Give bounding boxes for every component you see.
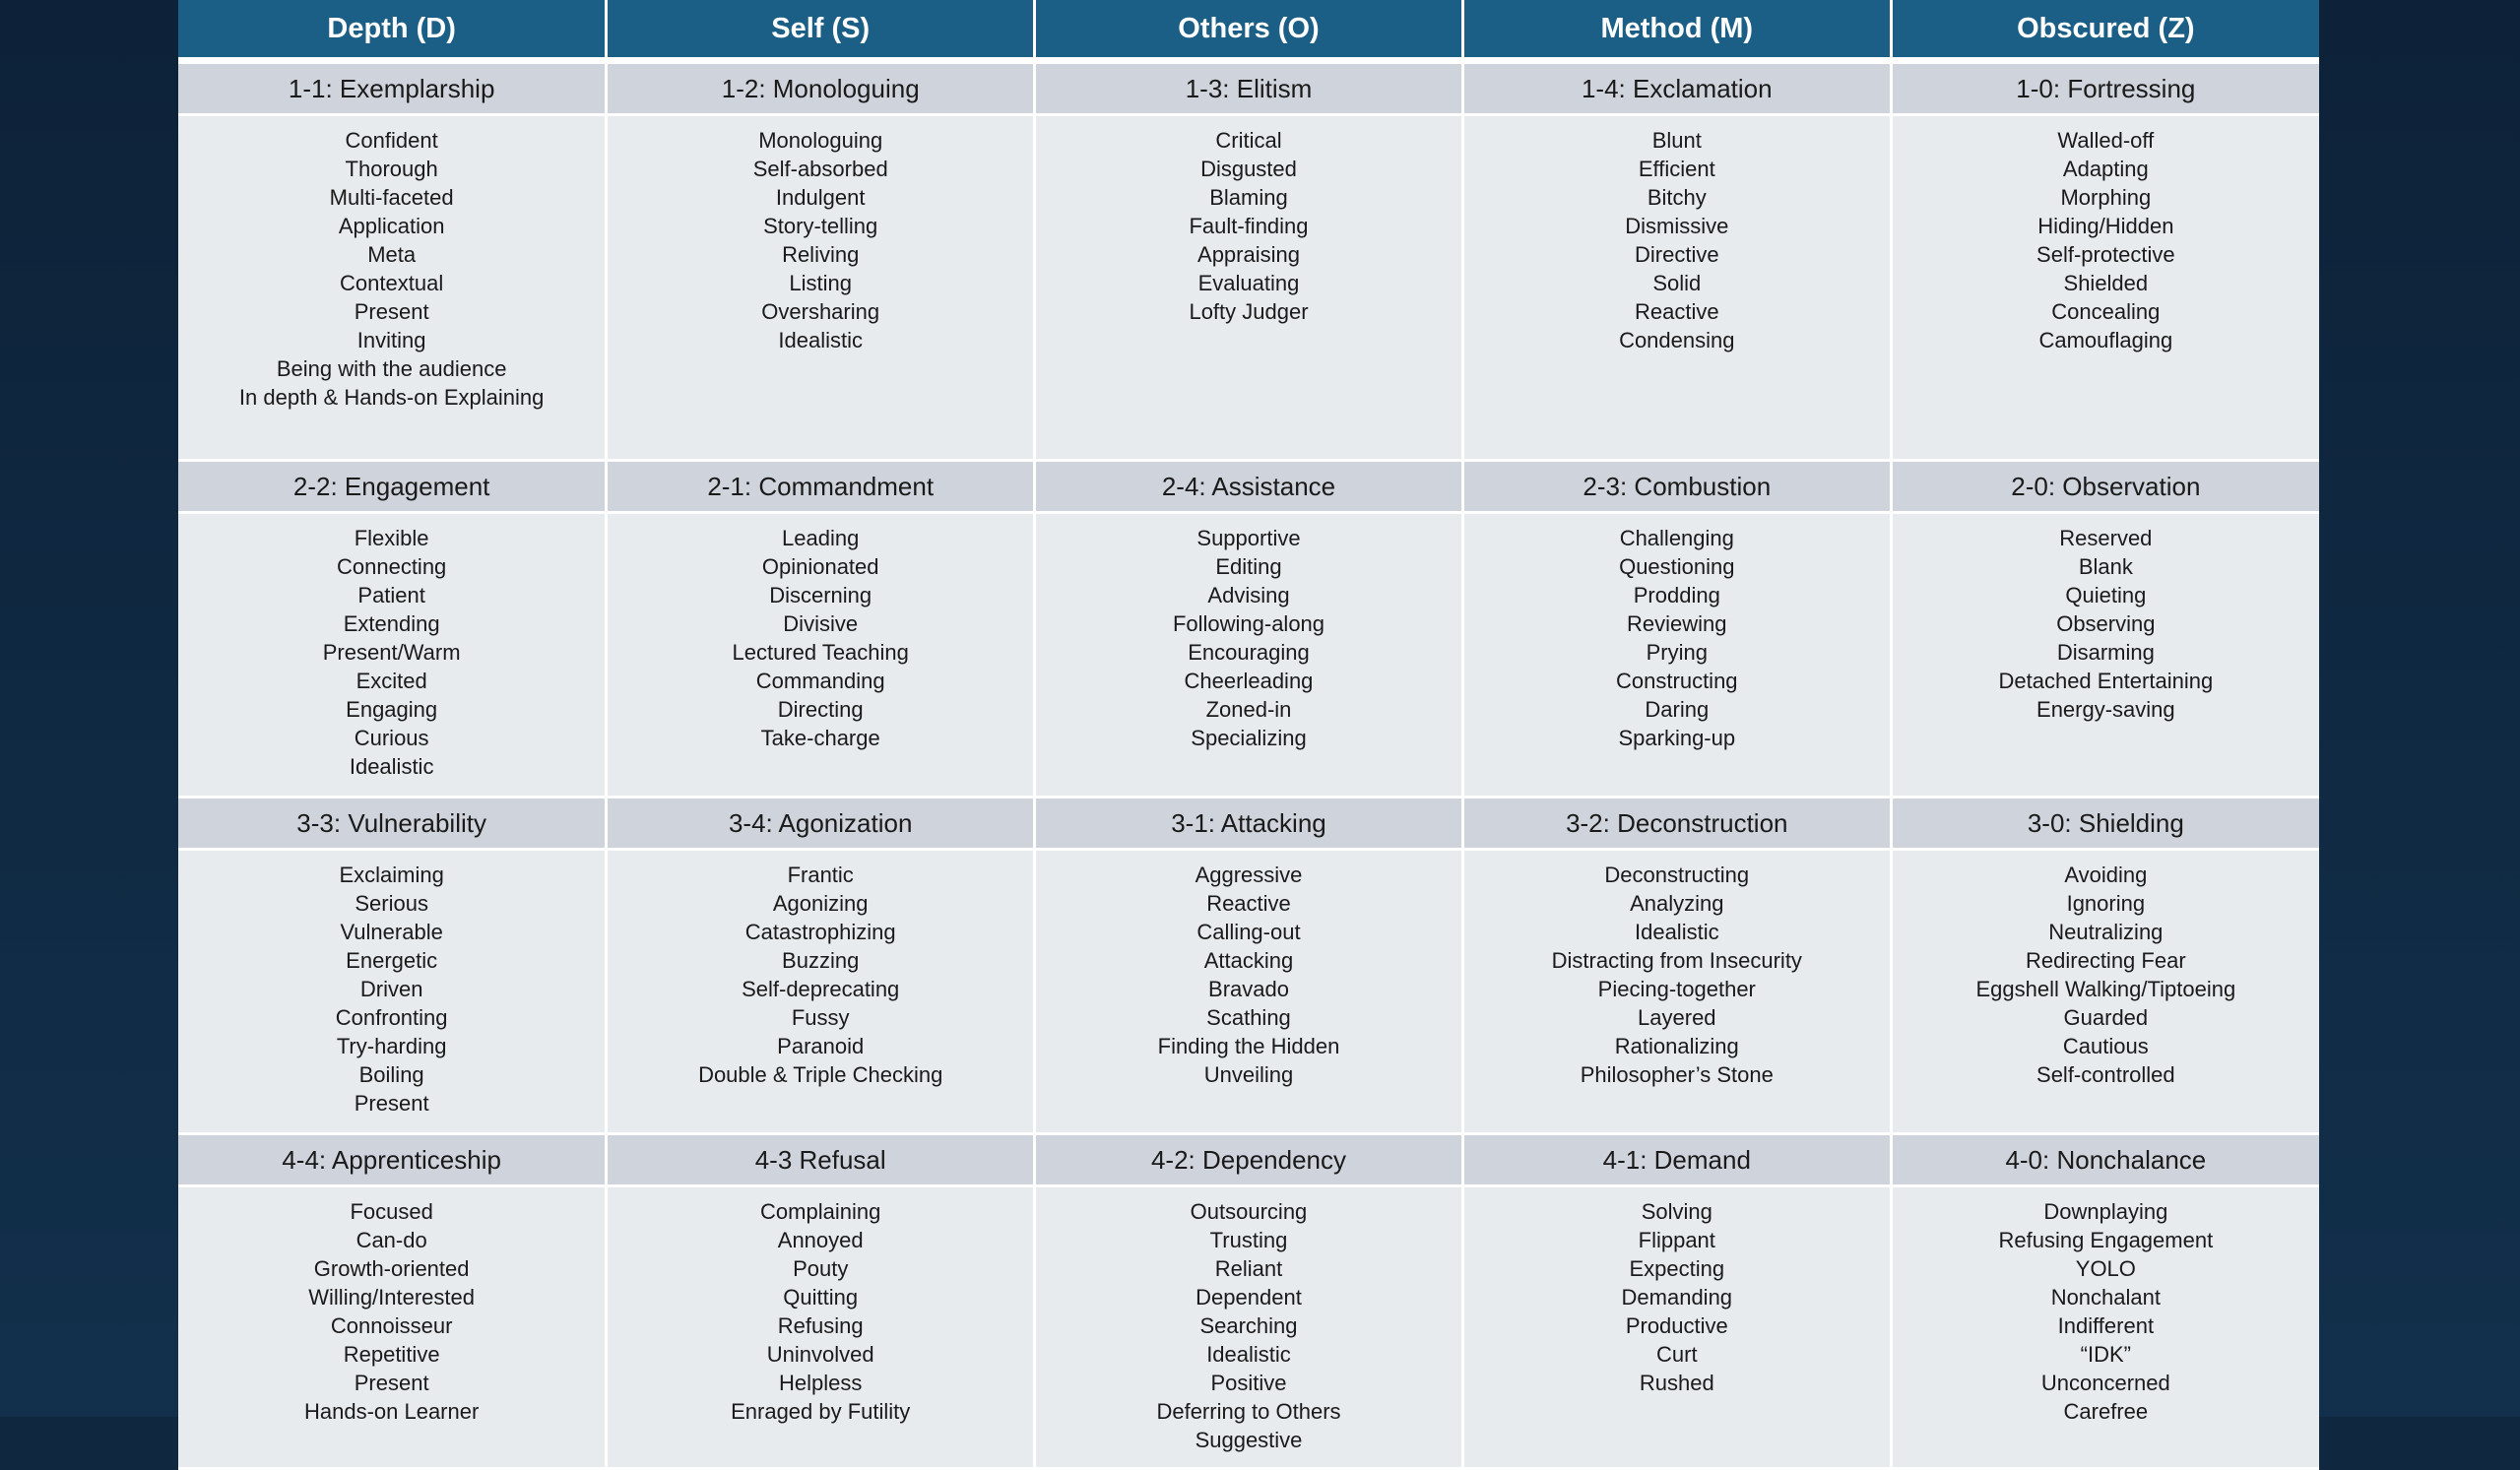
descriptor-item: Efficient: [1638, 157, 1715, 181]
category-title-obscured: 2-0: Observation: [1891, 461, 2319, 513]
descriptor-item: Confident: [345, 128, 438, 153]
descriptor-item: Reserved: [2059, 526, 2153, 550]
descriptor-item: Constructing: [1616, 669, 1738, 693]
descriptor-item: Supportive: [1196, 526, 1301, 550]
descriptor-item: Advising: [1207, 583, 1290, 607]
category-title-obscured: 1-0: Fortressing: [1891, 61, 2319, 115]
descriptor-item: Indulgent: [775, 185, 866, 210]
descriptor-item: Divisive: [783, 611, 859, 636]
descriptor-item: Redirecting Fear: [2026, 948, 2186, 973]
descriptor-item: Carefree: [2063, 1399, 2149, 1424]
category-title-method: 1-4: Exclamation: [1462, 61, 1891, 115]
descriptor-item: Flexible: [354, 526, 429, 550]
descriptor-item: Disarming: [2056, 640, 2155, 665]
matrix-body: [178, 61, 2319, 1469]
descriptor-item: Bravado: [1208, 977, 1289, 1001]
descriptor-item: Uninvolved: [766, 1342, 874, 1367]
descriptor-list-others: [1035, 1186, 1463, 1469]
descriptor-item: Try-harding: [336, 1034, 447, 1058]
descriptor-item: Self-protective: [2036, 242, 2175, 267]
descriptor-item: Driven: [359, 977, 423, 1001]
descriptor-list-method: [1462, 1186, 1891, 1469]
descriptor-item: Reliant: [1214, 1256, 1283, 1281]
descriptor-item: Focused: [350, 1199, 433, 1224]
category-title-self: 2-1: Commandment: [607, 461, 1035, 513]
descriptor-item: Cautious: [2062, 1034, 2149, 1058]
category-title-others: 3-1: Attacking: [1035, 798, 1463, 850]
descriptor-item: Critical: [1215, 128, 1282, 153]
descriptor-item: Exclaiming: [339, 863, 444, 887]
descriptor-item: Refusing: [777, 1313, 864, 1338]
descriptor-item: Inviting: [356, 328, 426, 352]
descriptor-list-depth: [178, 513, 607, 798]
descriptor-item: Unveiling: [1203, 1062, 1294, 1087]
descriptor-item: Pouty: [793, 1256, 849, 1281]
descriptor-item: Calling-out: [1196, 920, 1301, 944]
descriptor-item: Self-absorbed: [752, 157, 888, 181]
descriptor-item: Can-do: [355, 1228, 427, 1252]
descriptor-list-self: [607, 850, 1035, 1134]
descriptor-item: Agonizing: [772, 891, 869, 916]
descriptor-item: Productive: [1625, 1313, 1728, 1338]
descriptor-item: Catastrophizing: [744, 920, 896, 944]
descriptor-item: Downplaying: [2043, 1199, 2168, 1224]
descriptor-item: Boiling: [358, 1062, 424, 1087]
category-title-others: 1-3: Elitism: [1035, 61, 1463, 115]
descriptor-item: Questioning: [1619, 554, 1735, 579]
column-header-depth: Depth (D): [178, 0, 607, 61]
descriptor-item: Rushed: [1639, 1371, 1714, 1395]
category-title-others: 2-4: Assistance: [1035, 461, 1463, 513]
descriptor-list-obscured: [1891, 1186, 2319, 1469]
descriptor-item: Indifferent: [2057, 1313, 2155, 1338]
descriptor-item: Present: [354, 299, 429, 324]
descriptor-item: Avoiding: [2064, 863, 2148, 887]
descriptor-item: Excited: [355, 669, 427, 693]
descriptor-list-obscured: [1891, 115, 2319, 461]
descriptor-item: Paranoid: [777, 1034, 865, 1058]
descriptor-item: Philosopher’s Stone: [1580, 1062, 1774, 1087]
descriptor-item: Self-deprecating: [742, 977, 900, 1001]
descriptor-item: Prying: [1646, 640, 1708, 665]
category-title-others: 4-2: Dependency: [1035, 1134, 1463, 1186]
column-header-method: Method (M): [1462, 0, 1891, 61]
descriptor-item: Rationalizing: [1614, 1034, 1739, 1058]
descriptor-list-self: [607, 1186, 1035, 1469]
descriptor-item: Enraged by Futility: [731, 1399, 911, 1424]
descriptor-item: Blaming: [1209, 185, 1288, 210]
descriptor-item: Curt: [1656, 1342, 1698, 1367]
descriptor-list-depth: [178, 850, 607, 1134]
descriptor-item: Deferring to Others: [1156, 1399, 1341, 1424]
descriptor-item: Expecting: [1629, 1256, 1725, 1281]
descriptor-item: Monologuing: [758, 128, 883, 153]
descriptor-item: Bitchy: [1647, 185, 1707, 210]
descriptor-item: Being with the audience: [276, 356, 507, 381]
descriptor-item: Disgusted: [1200, 157, 1297, 181]
descriptor-item: Connoisseur: [330, 1313, 453, 1338]
descriptor-item: Idealistic: [778, 328, 863, 352]
category-title-self: 4-3 Refusal: [607, 1134, 1035, 1186]
descriptor-item: Detached Entertaining: [1998, 669, 2214, 693]
descriptor-row: [178, 115, 2319, 461]
descriptor-item: Distracting from Insecurity: [1551, 948, 1802, 973]
descriptor-item: Outsourcing: [1190, 1199, 1308, 1224]
descriptor-item: Solid: [1652, 271, 1702, 295]
category-row: [178, 61, 2319, 115]
descriptor-item: Quitting: [783, 1285, 859, 1310]
descriptor-item: Hands-on Learner: [303, 1399, 480, 1424]
descriptor-item: Willing/Interested: [308, 1285, 476, 1310]
descriptor-item: Application: [338, 214, 445, 238]
category-row: [178, 1134, 2319, 1186]
category-title-method: 2-3: Combustion: [1462, 461, 1891, 513]
descriptor-item: Nonchalant: [2050, 1285, 2161, 1310]
descriptor-item: Fussy: [791, 1005, 850, 1030]
descriptor-item: Confronting: [335, 1005, 448, 1030]
descriptor-item: Dependent: [1195, 1285, 1302, 1310]
descriptor-item: Piecing-together: [1597, 977, 1756, 1001]
descriptor-item: Unconcerned: [2040, 1371, 2170, 1395]
descriptor-item: Take-charge: [760, 726, 880, 750]
descriptor-item: Fault-finding: [1189, 214, 1309, 238]
descriptor-item: Energetic: [346, 948, 438, 973]
descriptor-item: Helpless: [779, 1371, 863, 1395]
category-row: [178, 798, 2319, 850]
descriptor-item: Searching: [1199, 1313, 1298, 1338]
category-title-depth: 4-4: Apprenticeship: [178, 1134, 607, 1186]
descriptor-item: Eggshell Walking/Tiptoeing: [1975, 977, 2236, 1001]
category-title-depth: 3-3: Vulnerability: [178, 798, 607, 850]
descriptor-item: Attacking: [1203, 948, 1294, 973]
column-header-others: Others (O): [1035, 0, 1463, 61]
descriptor-item: Following-along: [1172, 611, 1325, 636]
descriptor-row: [178, 1186, 2319, 1469]
descriptor-item: Morphing: [2060, 185, 2152, 210]
descriptor-list-method: [1462, 115, 1891, 461]
descriptor-item: Idealistic: [1634, 920, 1719, 944]
descriptor-list-obscured: [1891, 850, 2319, 1134]
descriptor-item: Guarded: [2063, 1005, 2149, 1030]
descriptor-item: Serious: [355, 891, 428, 916]
descriptor-item: “IDK”: [2080, 1342, 2131, 1367]
descriptor-item: Neutralizing: [2048, 920, 2164, 944]
descriptor-item: Annoyed: [777, 1228, 864, 1252]
descriptor-item: Curious: [354, 726, 429, 750]
descriptor-item: Buzzing: [782, 948, 860, 973]
descriptor-item: Dismissive: [1625, 214, 1729, 238]
descriptor-list-others: [1035, 850, 1463, 1134]
category-title-obscured: 3-0: Shielding: [1891, 798, 2319, 850]
descriptor-item: Concealing: [2051, 299, 2161, 324]
category-title-method: 3-2: Deconstruction: [1462, 798, 1891, 850]
descriptor-item: Energy-saving: [2036, 697, 2175, 722]
descriptor-item: Idealistic: [349, 754, 434, 779]
descriptor-item: Positive: [1210, 1371, 1287, 1395]
category-title-depth: 2-2: Engagement: [178, 461, 607, 513]
descriptor-item: Growth-oriented: [313, 1256, 470, 1281]
descriptor-item: Extending: [343, 611, 440, 636]
descriptor-item: Story-telling: [763, 214, 878, 238]
descriptor-item: Observing: [2056, 611, 2156, 636]
descriptor-item: Layered: [1638, 1005, 1716, 1030]
descriptor-item: Directing: [777, 697, 864, 722]
descriptor-list-self: [607, 115, 1035, 461]
descriptor-item: Condensing: [1619, 328, 1735, 352]
descriptor-item: Double & Triple Checking: [698, 1062, 943, 1087]
descriptor-item: Zoned-in: [1205, 697, 1292, 722]
descriptor-item: Patient: [357, 583, 425, 607]
descriptor-item: Evaluating: [1197, 271, 1300, 295]
column-header-obscured: Obscured (Z): [1891, 0, 2319, 61]
descriptor-item: Reactive: [1206, 891, 1291, 916]
descriptor-item: Frantic: [787, 863, 854, 887]
descriptor-item: Walled-off: [2057, 128, 2155, 153]
descriptor-row: [178, 850, 2319, 1134]
descriptor-item: Vulnerable: [340, 920, 443, 944]
descriptor-item: Engaging: [346, 697, 438, 722]
descriptor-item: Cheerleading: [1184, 669, 1314, 693]
matrix-table: [178, 0, 2319, 1470]
descriptor-item: Demanding: [1621, 1285, 1733, 1310]
descriptor-item: Daring: [1645, 697, 1710, 722]
descriptor-item: Editing: [1215, 554, 1282, 579]
descriptor-item: Multi-faceted: [329, 185, 454, 210]
descriptor-item: Trusting: [1209, 1228, 1288, 1252]
descriptor-item: Leading: [782, 526, 860, 550]
descriptor-list-depth: [178, 115, 607, 461]
descriptor-item: Lectured Teaching: [732, 640, 909, 665]
descriptor-item: Oversharing: [761, 299, 880, 324]
descriptor-item: Reliving: [782, 242, 860, 267]
descriptor-item: Ignoring: [2066, 891, 2146, 916]
descriptor-item: Directive: [1635, 242, 1719, 267]
descriptor-list-others: [1035, 115, 1463, 461]
descriptor-item: Flippant: [1638, 1228, 1715, 1252]
header-row: [178, 0, 2319, 61]
descriptor-item: Commanding: [755, 669, 885, 693]
descriptor-item: Specializing: [1191, 726, 1307, 750]
category-title-depth: 1-1: Exemplarship: [178, 61, 607, 115]
descriptor-item: Reactive: [1634, 299, 1719, 324]
descriptor-item: Sparking-up: [1618, 726, 1736, 750]
descriptor-item: Thorough: [345, 157, 438, 181]
descriptor-row: [178, 513, 2319, 798]
descriptor-item: In depth & Hands-on Explaining: [238, 385, 545, 410]
descriptor-item: Hiding/Hidden: [2037, 214, 2174, 238]
descriptor-item: Reviewing: [1627, 611, 1727, 636]
category-title-method: 4-1: Demand: [1462, 1134, 1891, 1186]
descriptor-item: Scathing: [1206, 1005, 1291, 1030]
descriptor-item: Challenging: [1619, 526, 1734, 550]
descriptor-item: Lofty Judger: [1189, 299, 1309, 324]
descriptor-item: Idealistic: [1206, 1342, 1291, 1367]
category-title-self: 3-4: Agonization: [607, 798, 1035, 850]
category-title-self: 1-2: Monologuing: [607, 61, 1035, 115]
descriptor-item: Blank: [2078, 554, 2133, 579]
descriptor-list-depth: [178, 1186, 607, 1469]
category-row: [178, 461, 2319, 513]
descriptor-item: Present: [354, 1371, 429, 1395]
descriptor-item: Self-controlled: [2036, 1062, 2175, 1087]
descriptor-item: Aggressive: [1195, 863, 1303, 887]
column-header-self: Self (S): [607, 0, 1035, 61]
descriptor-list-method: [1462, 513, 1891, 798]
descriptor-item: Suggestive: [1195, 1428, 1303, 1452]
descriptor-list-obscured: [1891, 513, 2319, 798]
descriptor-item: Prodding: [1633, 583, 1720, 607]
descriptor-item: YOLO: [2075, 1256, 2136, 1281]
descriptor-item: Analyzing: [1630, 891, 1724, 916]
descriptor-item: Meta: [367, 242, 417, 267]
descriptor-item: Shielded: [2063, 271, 2149, 295]
descriptor-item: Deconstructing: [1604, 863, 1750, 887]
descriptor-item: Refusing Engagement: [1998, 1228, 2214, 1252]
descriptor-list-others: [1035, 513, 1463, 798]
descriptor-item: Finding the Hidden: [1157, 1034, 1340, 1058]
descriptor-item: Solving: [1641, 1199, 1712, 1224]
descriptor-item: Present/Warm: [322, 640, 461, 665]
descriptor-item: Present: [354, 1091, 429, 1116]
descriptor-item: Appraising: [1197, 242, 1300, 267]
behavior-matrix: [178, 0, 2319, 1452]
descriptor-item: Quieting: [2065, 583, 2147, 607]
descriptor-item: Contextual: [340, 271, 444, 295]
descriptor-item: Listing: [789, 271, 852, 295]
descriptor-item: Camouflaging: [2038, 328, 2173, 352]
descriptor-item: Connecting: [336, 554, 447, 579]
descriptor-item: Opinionated: [761, 554, 879, 579]
descriptor-item: Encouraging: [1188, 640, 1310, 665]
descriptor-list-method: [1462, 850, 1891, 1134]
descriptor-item: Repetitive: [343, 1342, 440, 1367]
descriptor-item: Blunt: [1651, 128, 1702, 153]
descriptor-item: Discerning: [769, 583, 872, 607]
descriptor-item: Adapting: [2062, 157, 2149, 181]
descriptor-list-self: [607, 513, 1035, 798]
category-title-obscured: 4-0: Nonchalance: [1891, 1134, 2319, 1186]
descriptor-item: Complaining: [760, 1199, 881, 1224]
